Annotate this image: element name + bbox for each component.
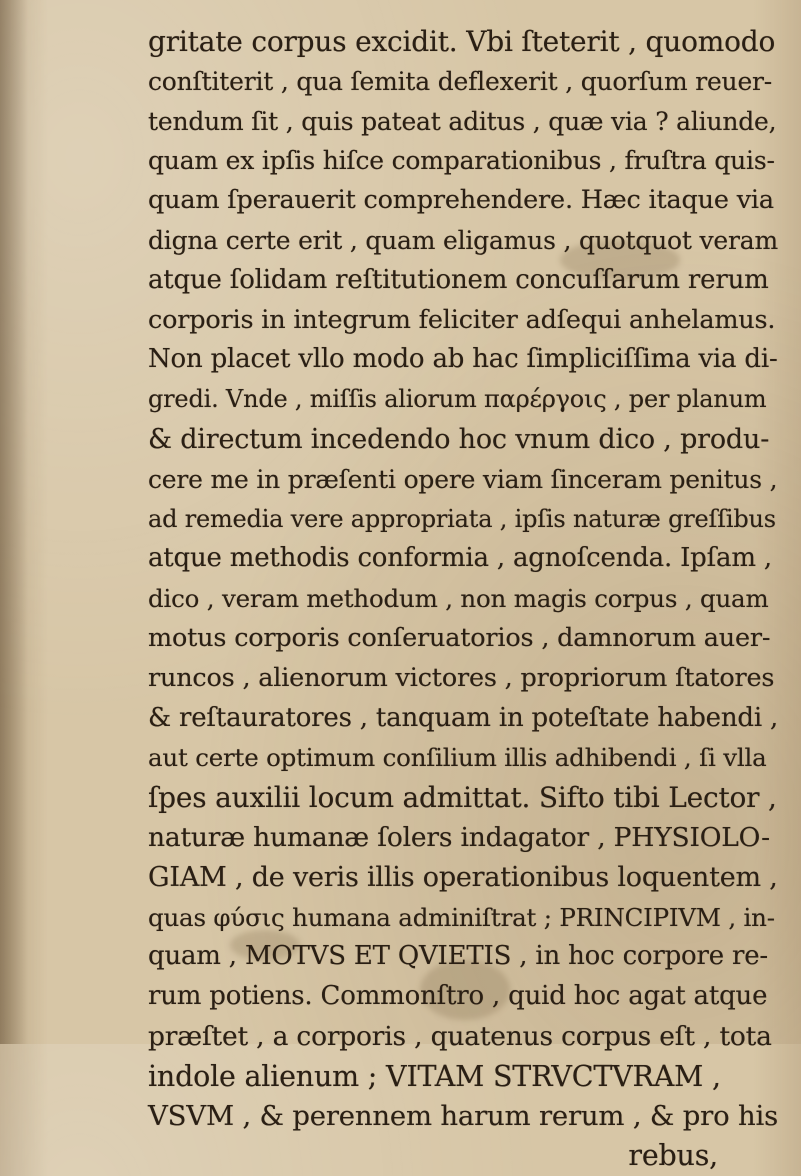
text-line: & reſtauratores , tanquam in poteſtate habendi , — [148, 702, 779, 733]
text-line: motus corporis conſeruatorios , damnorum auer- — [148, 622, 771, 653]
text-line: gredi. Vnde , miſſis aliorum παρέργοις , per planum — [148, 385, 767, 414]
text-line: atque methodis conformia , agnoſcenda. Ipſam , — [148, 543, 772, 574]
text-line: runcos , alienorum victores , propriorum ſtatores — [148, 662, 775, 693]
text-line: digna certe erit , quam eligamus , quotquot veram — [148, 225, 778, 255]
text-line: VSVM , & perennem harum rerum , & pro his — [148, 1099, 779, 1132]
text-line: atque ſolidam reſtitutionem concuſſarum rerum — [148, 264, 769, 295]
text-line: naturæ humanæ ſolers indagator , PHYSIOLO- — [148, 821, 770, 853]
text-line: conſtiterit , qua ſemita deflexerit , quorſum reuer- — [148, 66, 773, 96]
text-line: Non placet vllo modo ab hac ſimpliciſſima via di- — [148, 344, 778, 375]
text-line: tendum ſit , quis pateat aditus , quæ via ? aliunde, — [148, 106, 777, 136]
text-line: indole alienum ; VITAM STRVCTVRAM , — [148, 1059, 721, 1093]
text-line: dico , veram methodum , non magis corpus , quam — [148, 584, 769, 614]
text-line: corporis in integrum feliciter adſequi anhelamus. — [148, 304, 776, 335]
catchword-line: rebus, — [628, 1139, 718, 1173]
text-line: quam ex ipſis hiſce comparationibus , fruſtra quis- — [148, 146, 775, 176]
text-line: aut certe optimum conſilium illis adhibendi , ſi vlla — [148, 743, 767, 773]
latin-text-body — [148, 22, 778, 1176]
text-line: præſtet , a corporis , quatenus corpus eſt , tota — [148, 1020, 772, 1052]
text-line: quam ſperauerit comprehendere. Hæc itaque via — [148, 185, 774, 216]
text-line: quas φύσις humana adminiſtrat ; PRINCIPIVM , in- — [148, 902, 775, 932]
text-line: ad remedia vere appropriata , ipſis naturæ greſſibus — [148, 504, 776, 533]
text-line: quam , MOTVS ET QVIETIS , in hoc corpore re- — [148, 941, 768, 972]
text-line: rum potiens. Commonſtro , quid hoc agat atque — [148, 981, 768, 1012]
text-line: & directum incedendo hoc vnum dico , produ- — [148, 423, 770, 455]
text-line: GIAM , de veris illis operationibus loquentem , — [148, 861, 778, 893]
text-line: gritate corpus excidit. Vbi ſteterit , quomodo — [148, 25, 776, 58]
text-line: ſpes auxilii locum admittat. Sifto tibi Lector , — [148, 781, 777, 815]
page-edge-shadow — [0, 0, 28, 1044]
text-line: cere me in præſenti opere viam ſinceram penitus , — [148, 464, 778, 494]
